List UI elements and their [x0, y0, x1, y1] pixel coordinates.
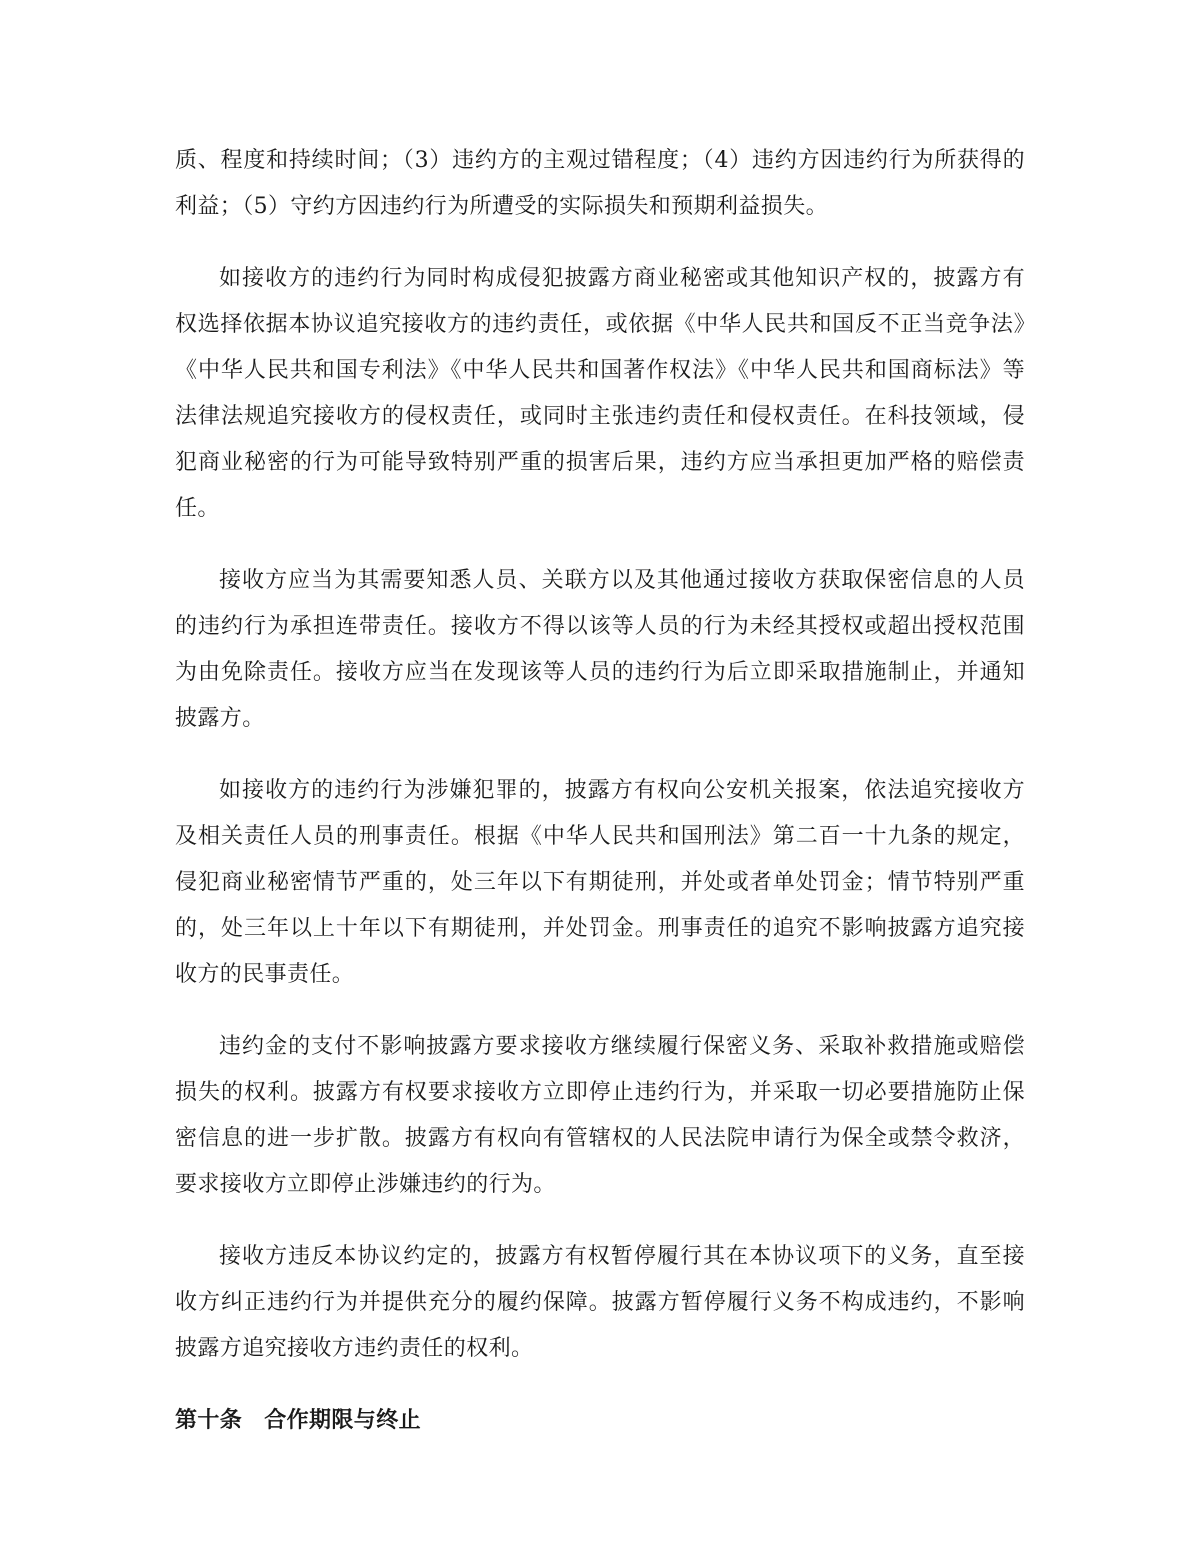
- section-title: 合作期限与终止: [264, 1408, 422, 1433]
- paragraph-joint-liability: 接收方应当为其需要知悉人员、关联方以及其他通过接收方获取保密信息的人员的违约行为承担连带责任。接收方不得以该等人员的行为未经其授权或超出授权范围为由免除责任。接收方应当在发现该等人员的违约行为后立即采取措施制止，并通知披露方。: [175, 568, 1025, 731]
- paragraph-criminal-liability: 如接收方的违约行为涉嫌犯罪的，披露方有权向公安机关报案，依法追究接收方及相关责任人员的刑事责任。根据《中华人民共和国刑法》第二百一十九条的规定，侵犯商业秘密情节严重的，处三年以下有期徒刑，并处或者单处罚金；情节特别严重的，处三年以上十年以下有期徒刑，并处罚金。刑事责任的追究不影响披露方追究接收方的民事责任。: [175, 778, 1025, 987]
- document-body: [175, 138, 1025, 1444]
- section-heading: [175, 1398, 1025, 1444]
- section-number: 第十条: [175, 1408, 243, 1433]
- paragraph-remedies: 违约金的支付不影响披露方要求接收方继续履行保密义务、采取补救措施或赔偿损失的权利。披露方有权要求接收方立即停止违约行为，并采取一切必要措施防止保密信息的进一步扩散。披露方有权向有管辖权的人民法院申请行为保全或禁令救济，要求接收方立即停止涉嫌违约的行为。: [175, 1034, 1025, 1197]
- paragraph-liability-factors: 质、程度和持续时间；（3）违约方的主观过错程度；（4）违约方因违约行为所获得的利益；（5）守约方因违约行为所遭受的实际损失和预期利益损失。: [175, 148, 1025, 219]
- paragraph-ip-infringement: 如接收方的违约行为同时构成侵犯披露方商业秘密或其他知识产权的，披露方有权选择依据本协议追究接收方的违约责任，或依据《中华人民共和国反不正当竞争法》《中华人民共和国专利法》《中华人民共和国著作权法》《中华人民共和国商标法》等法律法规追究接收方的侵权责任，或同时主张违约责任和侵权责任。在科技领域，侵犯商业秘密的行为可能导致特别严重的损害后果，违约方应当承担更加严格的赔偿责任。: [175, 266, 1025, 521]
- paragraph-suspension: 接收方违反本协议约定的，披露方有权暂停履行其在本协议项下的义务，直至接收方纠正违约行为并提供充分的履约保障。披露方暂停履行义务不构成违约，不影响披露方追究接收方违约责任的权利。: [175, 1244, 1025, 1361]
